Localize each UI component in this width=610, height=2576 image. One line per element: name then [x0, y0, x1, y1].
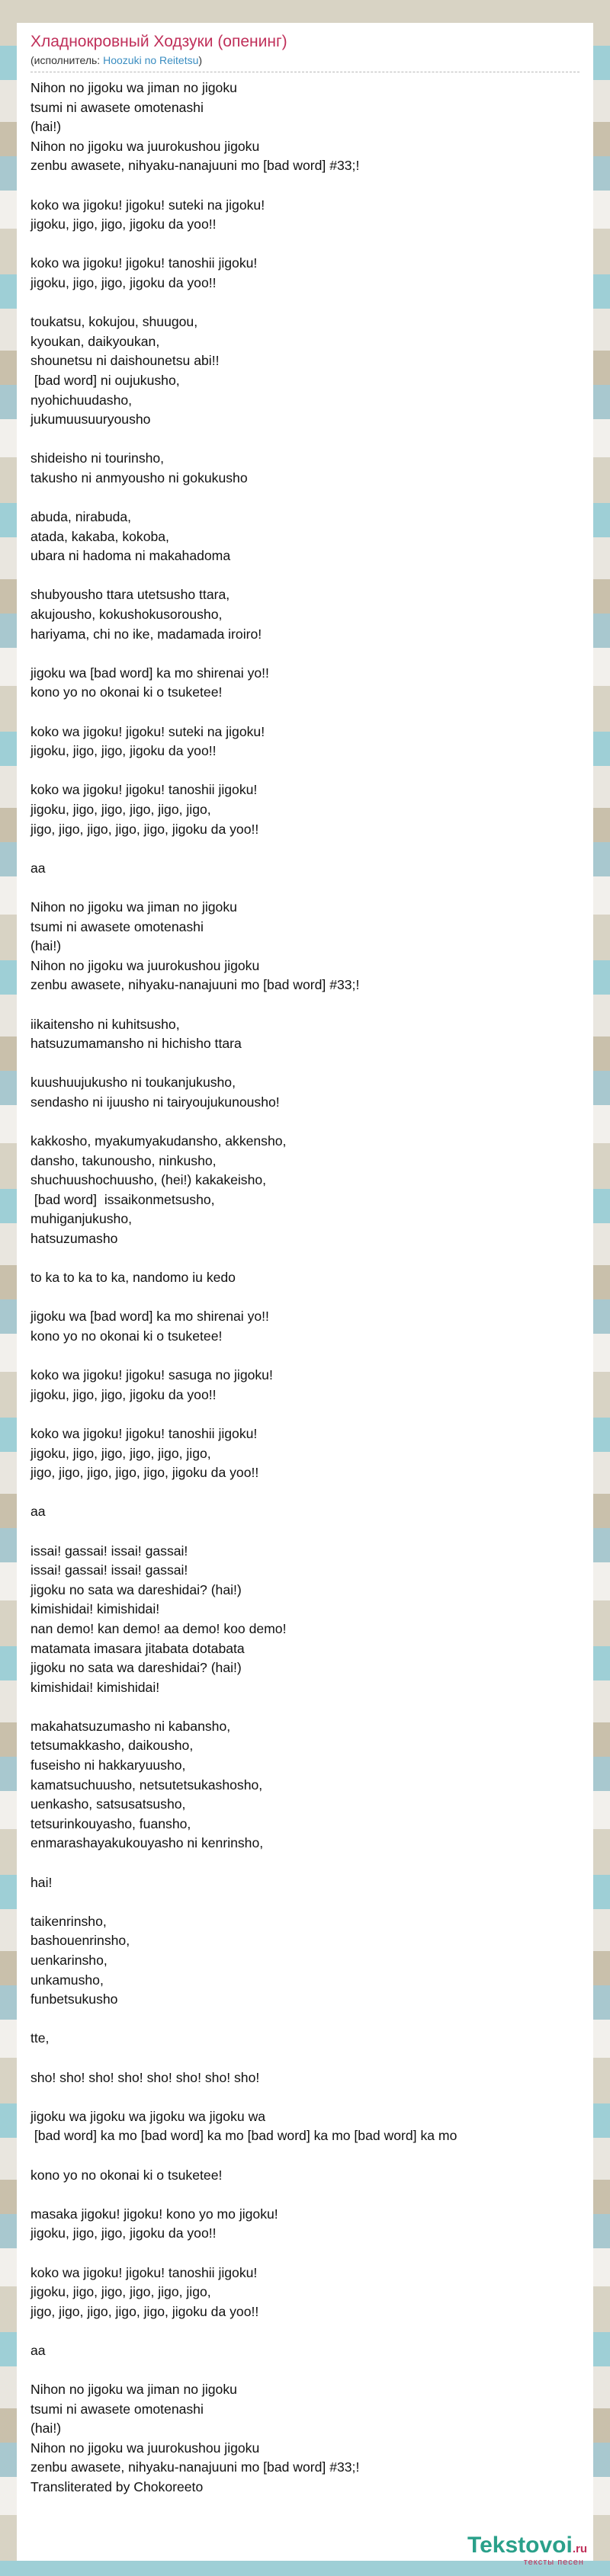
artist-line	[30, 53, 580, 67]
site-logo[interactable]	[467, 2533, 587, 2567]
logo-name: Tekstovoi	[467, 2533, 573, 2558]
song-title: Хладнокровный Ходзуки (опенинг)	[30, 33, 287, 50]
transliteration-credit: Transliterated by Chokoreeto	[30, 2479, 204, 2495]
artist-prefix: (исполнитель:	[30, 54, 104, 66]
lyrics-card	[17, 23, 593, 2561]
logo-wordmark	[467, 2533, 587, 2558]
artist-suffix: )	[198, 54, 203, 66]
lyrics-text: Nihon no jigoku wa jiman no jigoku tsumi ni awasete omotenashi (hai!) Nihon no jigoku wa juurokushou jigoku zenbu awasete, nihyaku-nanajuuni mo [bad word] #33;! koko wa jigoku! jigoku! suteki na jigoku! jigoku, jigo, jigo, jigoku da yoo!! koko wa jigoku! jigoku! tanoshii jigoku! jigoku, jigo, jigo, jigoku da yoo!! toukatsu, kokujou, shuugou, kyoukan, daikyoukan, shounetsu ni daishounetsu abi!! [bad word] ni oujukusho, nyohichuudasho, jukumuusuuryousho shideisho ni tourinsho, takusho ni anmyousho ni gokukusho abuda, nirabuda, atada, kakaba, kokoba, ubara ni hadoma ni makahadoma shubyousho ttara utetsusho ttara, akujousho, kokushokusorousho, hariyama, chi no ike, madamada iroiro! jigoku wa [bad word] ka mo shirenai yo!! kono yo no okonai ki o tsuketee! koko wa jigoku! jigoku! suteki na jigoku! jigoku, jigo, jigo, jigoku da yoo!! koko wa jigoku! jigoku! tanoshii jigoku! jigoku, jigo, jigo, jigo, jigo, jigo, jigo, jigo, jigo, jigo, jigo, jigoku da yoo!! aa Nihon no jigoku wa jiman no jigoku tsumi ni awasete omotenashi (hai!) Nihon no jigoku wa juurokushou jigoku zenbu awasete, nihyaku-nanajuuni mo [bad word] #33;! iikaitensho ni kuhitsusho, hatsuzumamansho ni hichisho ttara kuushuujukusho ni toukanjukusho, sendasho ni ijuusho ni tairyoujukunousho! kakkosho, myakumyakudansho, akkensho, dansho, takunousho, ninkusho, shuchuushochuusho, (hei!) kakakeisho, [bad word] issaikonmetsusho, muhiganjukusho, hatsuzumasho to ka to ka to ka, nandomo iu kedo jigoku wa [bad word] ka mo shirenai yo!! kono yo no okonai ki o tsuketee! koko wa jigoku! jigoku! sasuga no jigoku! jigoku, jigo, jigo, jigoku da yoo!! koko wa jigoku! jigoku! tanoshii jigoku! jigoku, jigo, jigo, jigo, jigo, jigo, jigo, jigo, jigo, jigo, jigo, jigoku da yoo!! aa issai! gassai! issai! gassai! issai! gassai! issai! gassai! jigoku no sata wa dareshidai? (hai!) kimishidai! kimishidai! nan demo! kan demo! aa demo! koo demo! matamata imasara jitabata dotabata jigoku no sata wa dareshidai? (hai!) kimishidai! kimishidai! makahatsuzumasho ni kabansho, tetsumakkasho, daikousho, fuseisho ni hakkaryuusho, kamatsuchuusho, netsutetsukashosho, uenkasho, satsusatsusho, tetsurinkouyasho, fuansho, enmarashayakukouyasho ni kenrinsho, hai! taikenrinsho, bashouenrinsho, uenkarinsho, unkamusho, funbetsukusho tte, sho! sho! sho! sho! sho! sho! sho! sho! jigoku wa jigoku wa jigoku wa jigoku wa [bad word] ka mo [bad word] ka mo [bad word] ka mo [bad word] ka mo kono yo no okonai ki o tsuketee! masaka jigoku! jigoku! kono yo mo jigoku! jigoku, jigo, jigo, jigoku da yoo!! koko wa jigoku! jigoku! tanoshii jigoku! jigoku, jigo, jigo, jigo, jigo, jigo, jigo, jigo, jigo, jigo, jigo, jigoku da yoo!! aa Nihon no jigoku wa jiman no jigoku tsumi ni awasete omotenashi (hai!) Nihon no jigoku wa juurokushou jigoku zenbu awasete, nihyaku-nanajuuni mo [bad word] #33;!	[30, 80, 458, 2475]
logo-tld: .ru	[572, 2542, 587, 2555]
artist-link[interactable]: Hoozuki no Reitetsu	[103, 54, 199, 66]
logo-tagline: тексты песен	[523, 2558, 584, 2567]
